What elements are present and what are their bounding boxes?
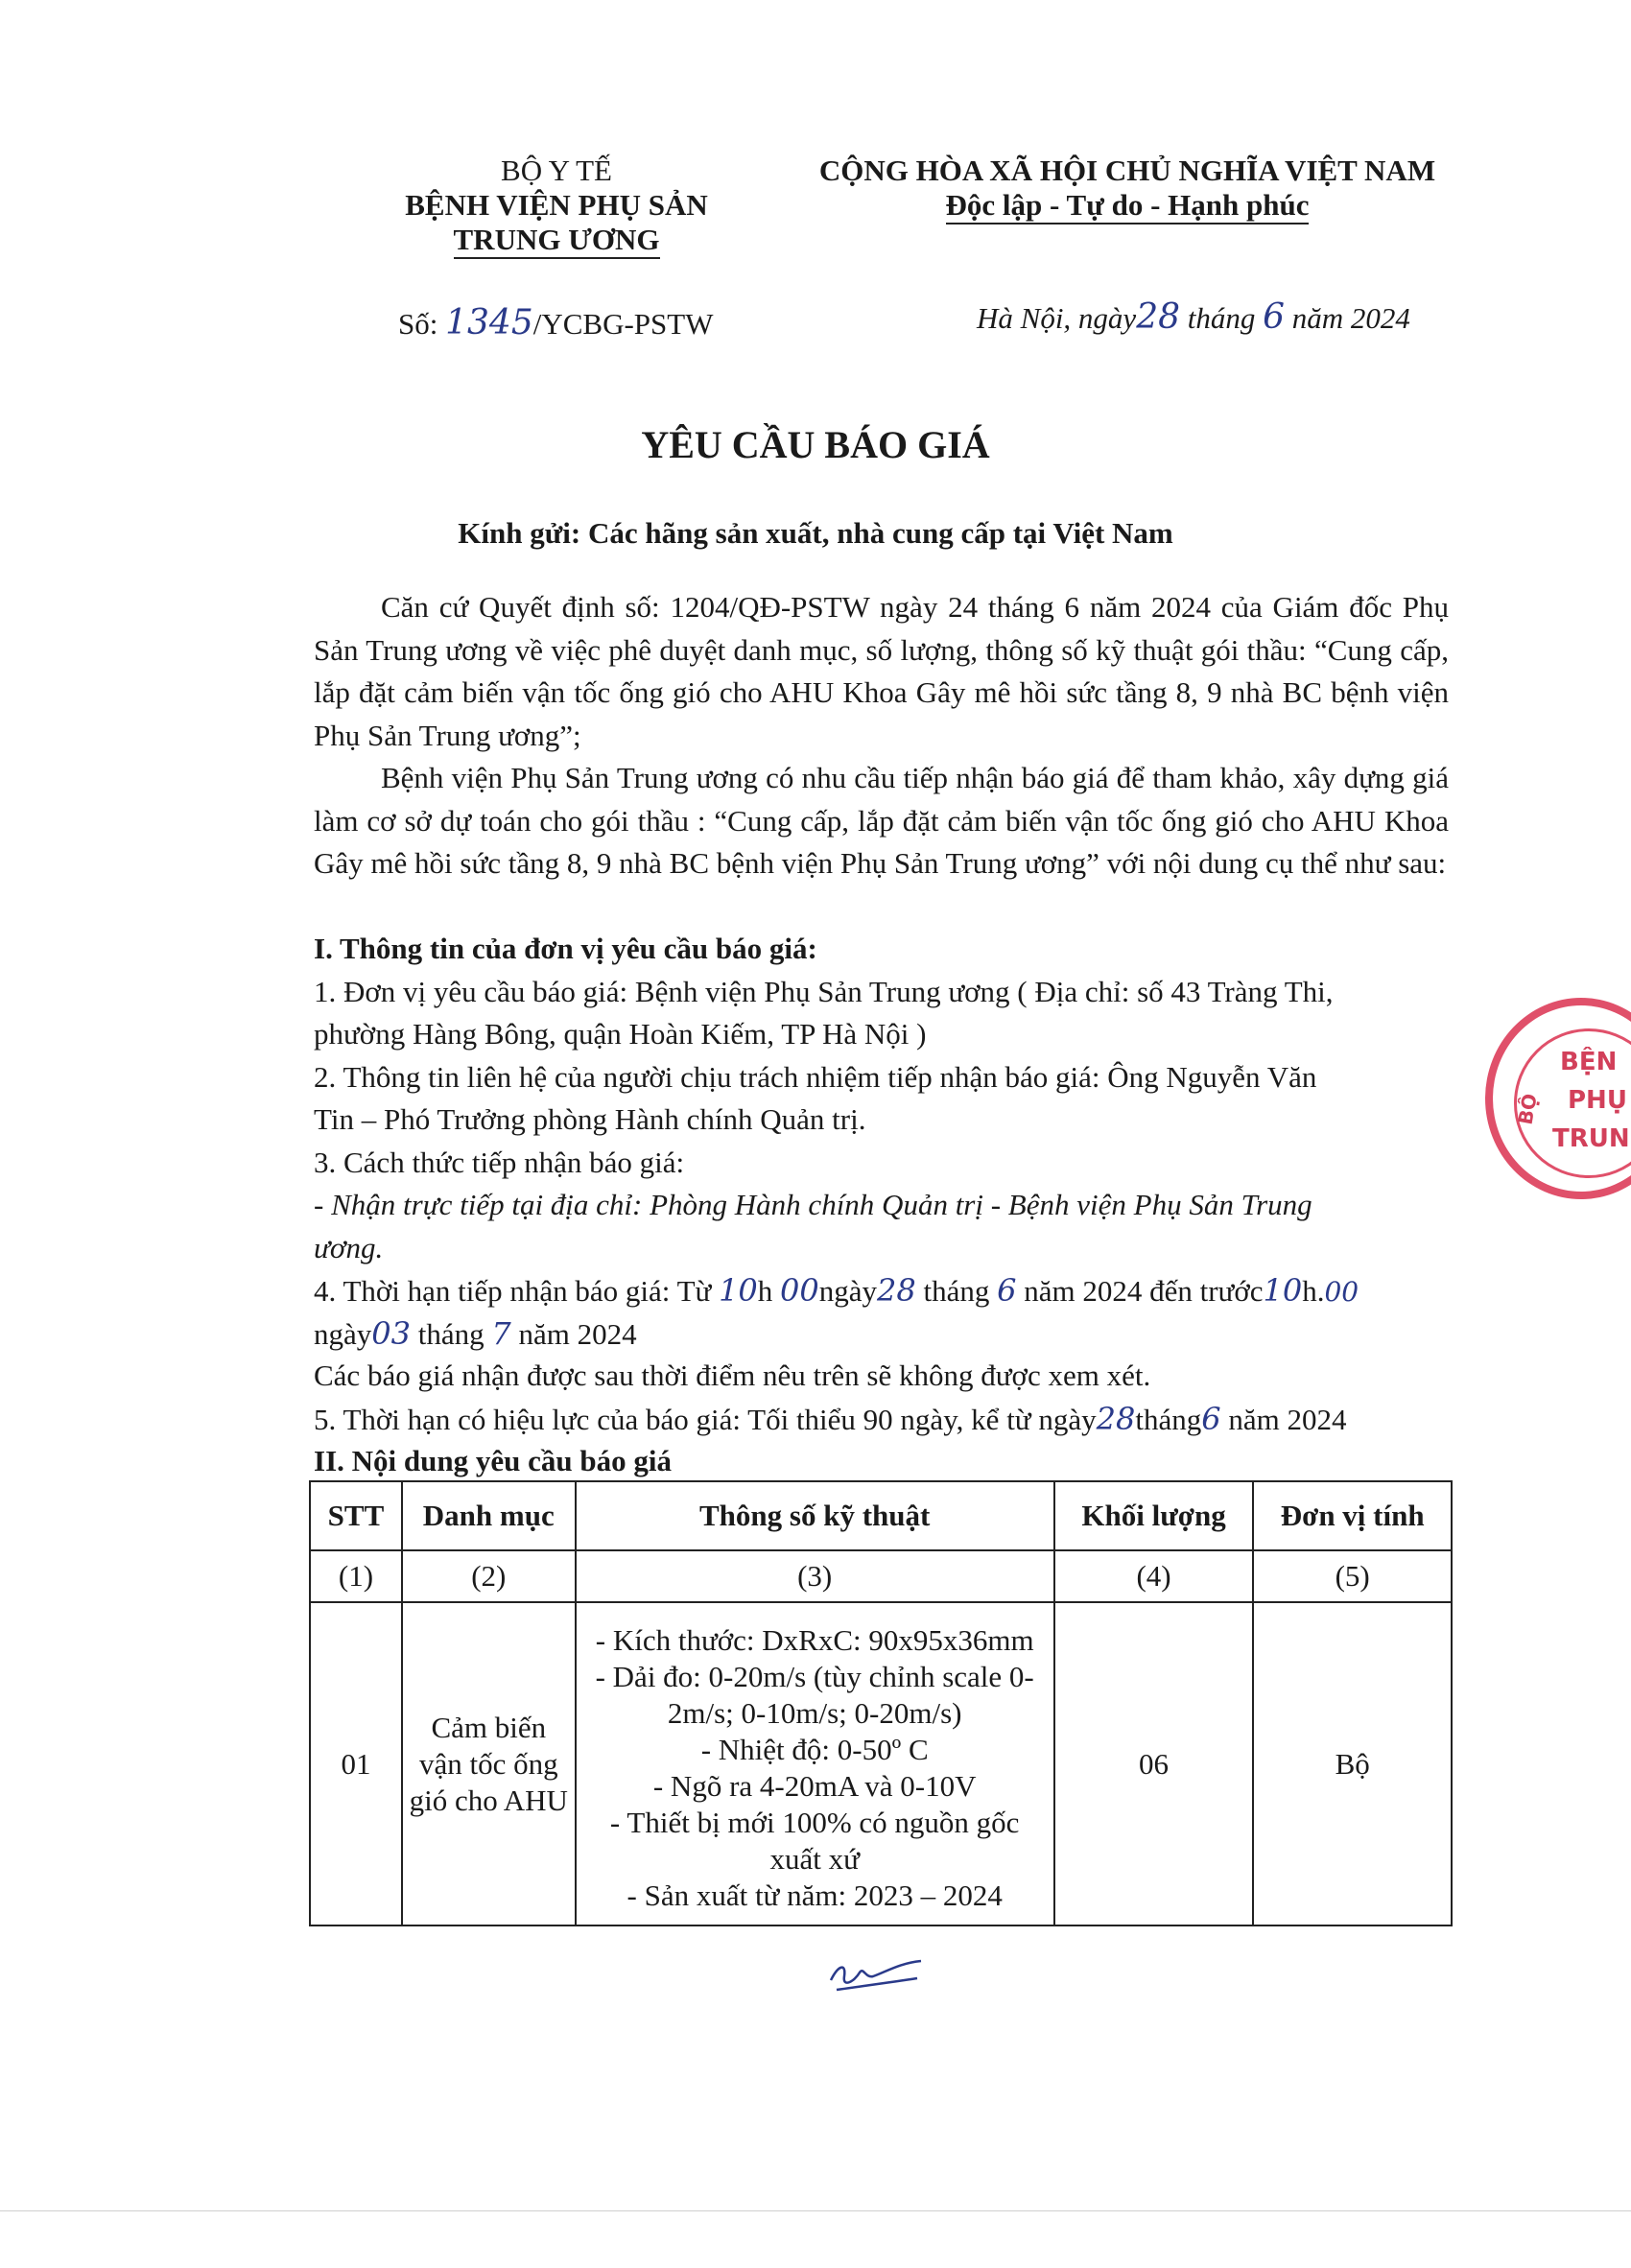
recipient-line: Kính gửi: Các hãng sản xuất, nhà cung cấp tại Việt Nam	[458, 516, 1173, 550]
hospital-name-line2: TRUNG ƯƠNG	[454, 223, 660, 259]
handwritten-validity-month: 6	[1201, 1401, 1221, 1437]
header-left	[355, 154, 758, 259]
section1-item4-line2: ngày03 tháng 7 năm 2024	[314, 1315, 637, 1352]
row-specs	[576, 1602, 1054, 1925]
scan-edge-line	[0, 2210, 1631, 2211]
section1-item1-line1: 1. Đơn vị yêu cầu báo giá: Bệnh viện Phụ Sản Trung ương ( Địa chỉ: số 43 Tràng Thi,	[314, 975, 1334, 1008]
quotation-table	[309, 1480, 1453, 1926]
section1-item1-line2: phường Hàng Bông, quận Hoàn Kiếm, TP Hà Nội )	[314, 1017, 927, 1051]
handwritten-hour-start: 10	[719, 1272, 758, 1309]
header-quantity: Khối lượng	[1054, 1481, 1254, 1550]
section1-item3-detail-line2: ương.	[314, 1231, 384, 1264]
section1-item2-line2: Tin – Phó Trưởng phòng Hành chính Quản trị.	[314, 1102, 866, 1136]
spec-line: - Dải đo: 0-20m/s (tùy chỉnh scale 0-2m/s; 0-10m/s; 0-20m/s)	[595, 1659, 1034, 1730]
country-name: CỘNG HÒA XÃ HỘI CHỦ NGHĨA VIỆT NAM	[818, 154, 1436, 187]
col-number: (3)	[576, 1550, 1054, 1602]
document-number: Số: 1345/YCBG-PSTW	[398, 303, 714, 343]
header-stt: STT	[310, 1481, 402, 1550]
section1-item3-detail-line1: - Nhận trực tiếp tại địa chỉ: Phòng Hành chính Quản trị - Bệnh viện Phụ Sản Trung	[314, 1188, 1312, 1221]
table-row	[310, 1602, 1452, 1925]
paragraph-legal-basis: Căn cứ Quyết định số: 1204/QĐ-PSTW ngày 24 tháng 6 năm 2024 của Giám đốc Phụ Sản Trung ương về việc phê duyệt danh mục, số lượng, thông số kỹ thuật gói thầu: “Cung cấp, lắp đặt cảm biến vận tốc ống gió cho AHU Khoa Gây mê hồi sức tầng 8, 9 nhà BC bệnh viện Phụ Sản Trung ương”;	[314, 590, 1449, 752]
handwritten-month: 6	[1263, 297, 1286, 337]
section1-item5: 5. Thời hạn có hiệu lực của báo giá: Tối thiểu 90 ngày, kể từ ngày28tháng6 năm 2024	[314, 1401, 1347, 1437]
handwritten-day: 28	[1136, 297, 1180, 337]
handwritten-month-end: 7	[491, 1315, 511, 1352]
handwritten-validity-day: 28	[1096, 1401, 1136, 1437]
spec-line: - Ngõ ra 4-20mA và 0-10V	[652, 1768, 977, 1803]
table-header-row	[310, 1481, 1452, 1550]
col-number: (2)	[402, 1550, 576, 1602]
col-number: (5)	[1253, 1550, 1452, 1602]
spec-line: - Sản xuất từ năm: 2023 – 2024	[626, 1878, 1003, 1912]
handwritten-day-end: 03	[371, 1315, 411, 1352]
col-number: (4)	[1054, 1550, 1254, 1602]
paragraph-request: Bệnh viện Phụ Sản Trung ương có nhu cầu tiếp nhận báo giá để tham khảo, xây dựng giá làm cơ sở dự toán cho gói thầu : “Cung cấp, lắp đặt cảm biến vận tốc ống gió cho AHU Khoa Gây mê hồi sức tầng 8, 9 nhà BC bệnh viện Phụ Sản Trung ương” với nội dung cụ thể như sau:	[314, 761, 1449, 880]
section2-heading: II. Nội dung yêu cầu báo giá	[314, 1444, 672, 1477]
document-title: YÊU CẦU BÁO GIÁ	[641, 423, 990, 466]
section1-item3: 3. Cách thức tiếp nhận báo giá:	[314, 1146, 685, 1179]
section1-item2-line1: 2. Thông tin liên hệ của người chịu trách nhiệm tiếp nhận báo giá: Ông Nguyễn Văn	[314, 1060, 1317, 1094]
ministry-name: BỘ Y TẾ	[501, 154, 612, 187]
spec-line: - Kích thước: DxRxC: 90x95x36mm	[595, 1622, 1034, 1657]
spec-line: - Thiết bị mới 100% có nguồn gốc xuất xứ	[609, 1805, 1020, 1876]
col-number: (1)	[310, 1550, 402, 1602]
official-stamp: BỆN PHỤ TRUN BỘ	[1485, 998, 1631, 1199]
row-stt: 01	[310, 1602, 402, 1925]
header-specs: Thông số kỹ thuật	[576, 1481, 1054, 1550]
handwritten-number: 1345	[445, 303, 533, 343]
section1-heading: I. Thông tin của đơn vị yêu cầu báo giá:	[314, 932, 817, 965]
initials-signature	[825, 1948, 931, 1996]
header-category: Danh mục	[402, 1481, 576, 1550]
header-unit: Đơn vị tính	[1253, 1481, 1452, 1550]
document-date: Hà Nội, ngày28 tháng 6 năm 2024	[977, 297, 1410, 337]
handwritten-day-start: 28	[877, 1272, 916, 1309]
section1-item4-line1: 4. Thời hạn tiếp nhận báo giá: Từ 10h 00ngày28 tháng 6 năm 2024 đến trước10h.00	[314, 1272, 1359, 1309]
table-column-number-row	[310, 1550, 1452, 1602]
header-right	[796, 154, 1458, 224]
row-quantity: 06	[1054, 1602, 1254, 1925]
spec-line: - Nhiệt độ: 0-50º C	[700, 1732, 929, 1766]
row-category: Cảm biến vận tốc ống gió cho AHU	[402, 1602, 576, 1925]
row-unit: Bộ	[1253, 1602, 1452, 1925]
late-submission-note: Các báo giá nhận được sau thời điểm nêu trên sẽ không được xem xét.	[314, 1358, 1151, 1392]
handwritten-minute-start: 00	[780, 1272, 819, 1309]
national-motto: Độc lập - Tự do - Hạnh phúc	[946, 188, 1310, 224]
handwritten-month-start: 6	[997, 1272, 1017, 1309]
hospital-name-line1: BỆNH VIỆN PHỤ SẢN	[405, 188, 708, 222]
handwritten-minute-end: 00	[1324, 1276, 1359, 1308]
handwritten-hour-end: 10	[1263, 1272, 1303, 1309]
